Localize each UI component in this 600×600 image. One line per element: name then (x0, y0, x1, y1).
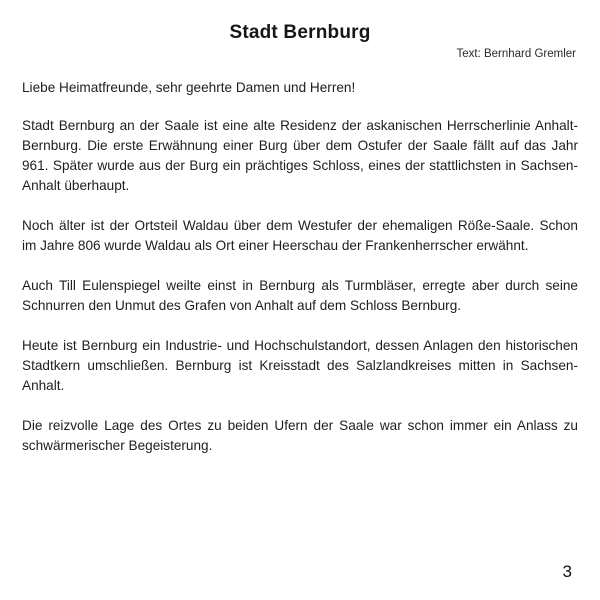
page-title: Stadt Bernburg (229, 22, 371, 43)
page-number: 3 (562, 562, 572, 581)
paragraph-today: Heute ist Bernburg ein Industrie- und Hochschulstandort, dessen Anlagen den historischen Stadtkern umschließen. Bernburg ist Kreisstadt des Salzlandkreises mitten in Sachsen-Anhalt. (22, 338, 578, 393)
paragraph-waldau: Noch älter ist der Ortsteil Waldau über dem Westufer der ehemaligen Röße-Saale. Schon im Jahre 806 wurde Waldau als Ort einer Heerschau der Frankenherrscher erwähnt. (22, 218, 578, 253)
author-credit: Text: Bernhard Gremler (456, 48, 576, 60)
salutation-line: Liebe Heimatfreunde, sehr geehrte Damen und Herren! (22, 80, 356, 95)
paragraph-lage: Die reizvolle Lage des Ortes zu beiden Ufern der Saale war schon immer ein Anlass zu schwärmerischer Begeisterung. (22, 418, 578, 453)
body-text (22, 78, 578, 456)
paragraph-history: Stadt Bernburg an der Saale ist eine alte Residenz der askanischen Herrscherlinie Anhalt-Bernburg. Die erste Erwähnung einer Burg über dem Ostufer der Saale fällt auf das Jahr 961. Später wurde aus der Burg ein prächtiges Schloss, eines der stattlichsten in Sachsen-Anhalt überhaupt. (22, 118, 578, 193)
paragraph-eulenspiegel: Auch Till Eulenspiegel weilte einst in Bernburg als Turmbläser, erregte aber durch seine Schnurren den Unmut des Grafen von Anhalt auf dem Schloss Bernburg. (22, 278, 578, 313)
